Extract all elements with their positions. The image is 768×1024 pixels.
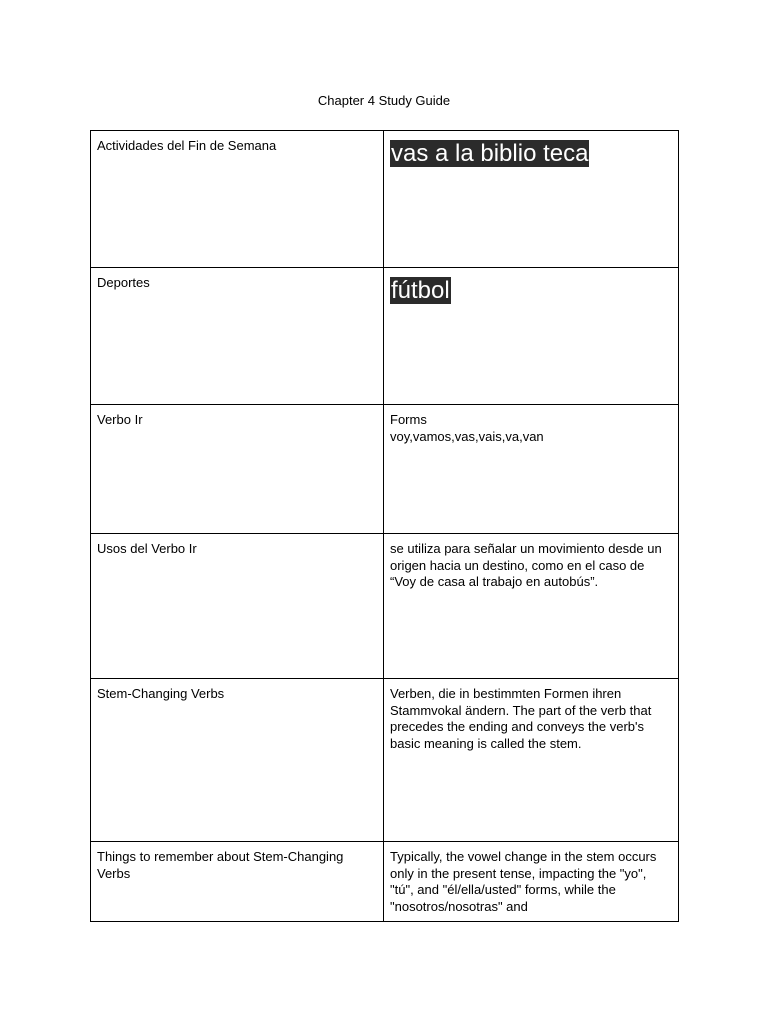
study-guide-table bbox=[90, 130, 679, 922]
table-row bbox=[91, 842, 679, 922]
term-cell: Stem-Changing Verbs bbox=[91, 679, 384, 842]
table-row bbox=[91, 268, 679, 405]
answer-heading: Forms bbox=[390, 412, 427, 427]
answer-text: voy,vamos,vas,vais,va,van bbox=[390, 428, 544, 444]
answer-cell bbox=[384, 131, 679, 268]
highlighted-answer: fútbol bbox=[391, 277, 450, 304]
answer-cell: se utiliza para señalar un movimiento desde un origen hacia un destino, como en el caso de “Voy de casa al trabajo en autobús”. bbox=[384, 534, 679, 679]
answer-highlight-wrap bbox=[390, 275, 672, 305]
term-cell: Actividades del Fin de Semana bbox=[91, 131, 384, 268]
term-cell: Verbo Ir bbox=[91, 405, 384, 534]
term-cell: Deportes bbox=[91, 268, 384, 405]
term-cell: Usos del Verbo Ir bbox=[91, 534, 384, 679]
answer-cell bbox=[384, 268, 679, 405]
page-title: Chapter 4 Study Guide bbox=[317, 93, 451, 108]
table-row bbox=[91, 679, 679, 842]
answer-cell: Verben, die in bestimmten Formen ihren Stammvokal ändern. The part of the verb that precedes the ending and conveys the verb's basic meaning is called the stem. bbox=[384, 679, 679, 842]
table-row bbox=[91, 534, 679, 679]
answer-cell bbox=[384, 405, 679, 534]
table-row bbox=[91, 405, 679, 534]
answer-highlight-wrap bbox=[390, 138, 672, 168]
table-row bbox=[91, 131, 679, 268]
highlighted-answer: vas a la biblio teca bbox=[391, 140, 589, 167]
answer-cell: Typically, the vowel change in the stem occurs only in the present tense, impacting the "yo", "tú", and "él/ella/usted" forms, while the "nosotros/nosotras" and bbox=[384, 842, 679, 922]
term-cell: Things to remember about Stem-Changing Verbs bbox=[91, 842, 384, 922]
